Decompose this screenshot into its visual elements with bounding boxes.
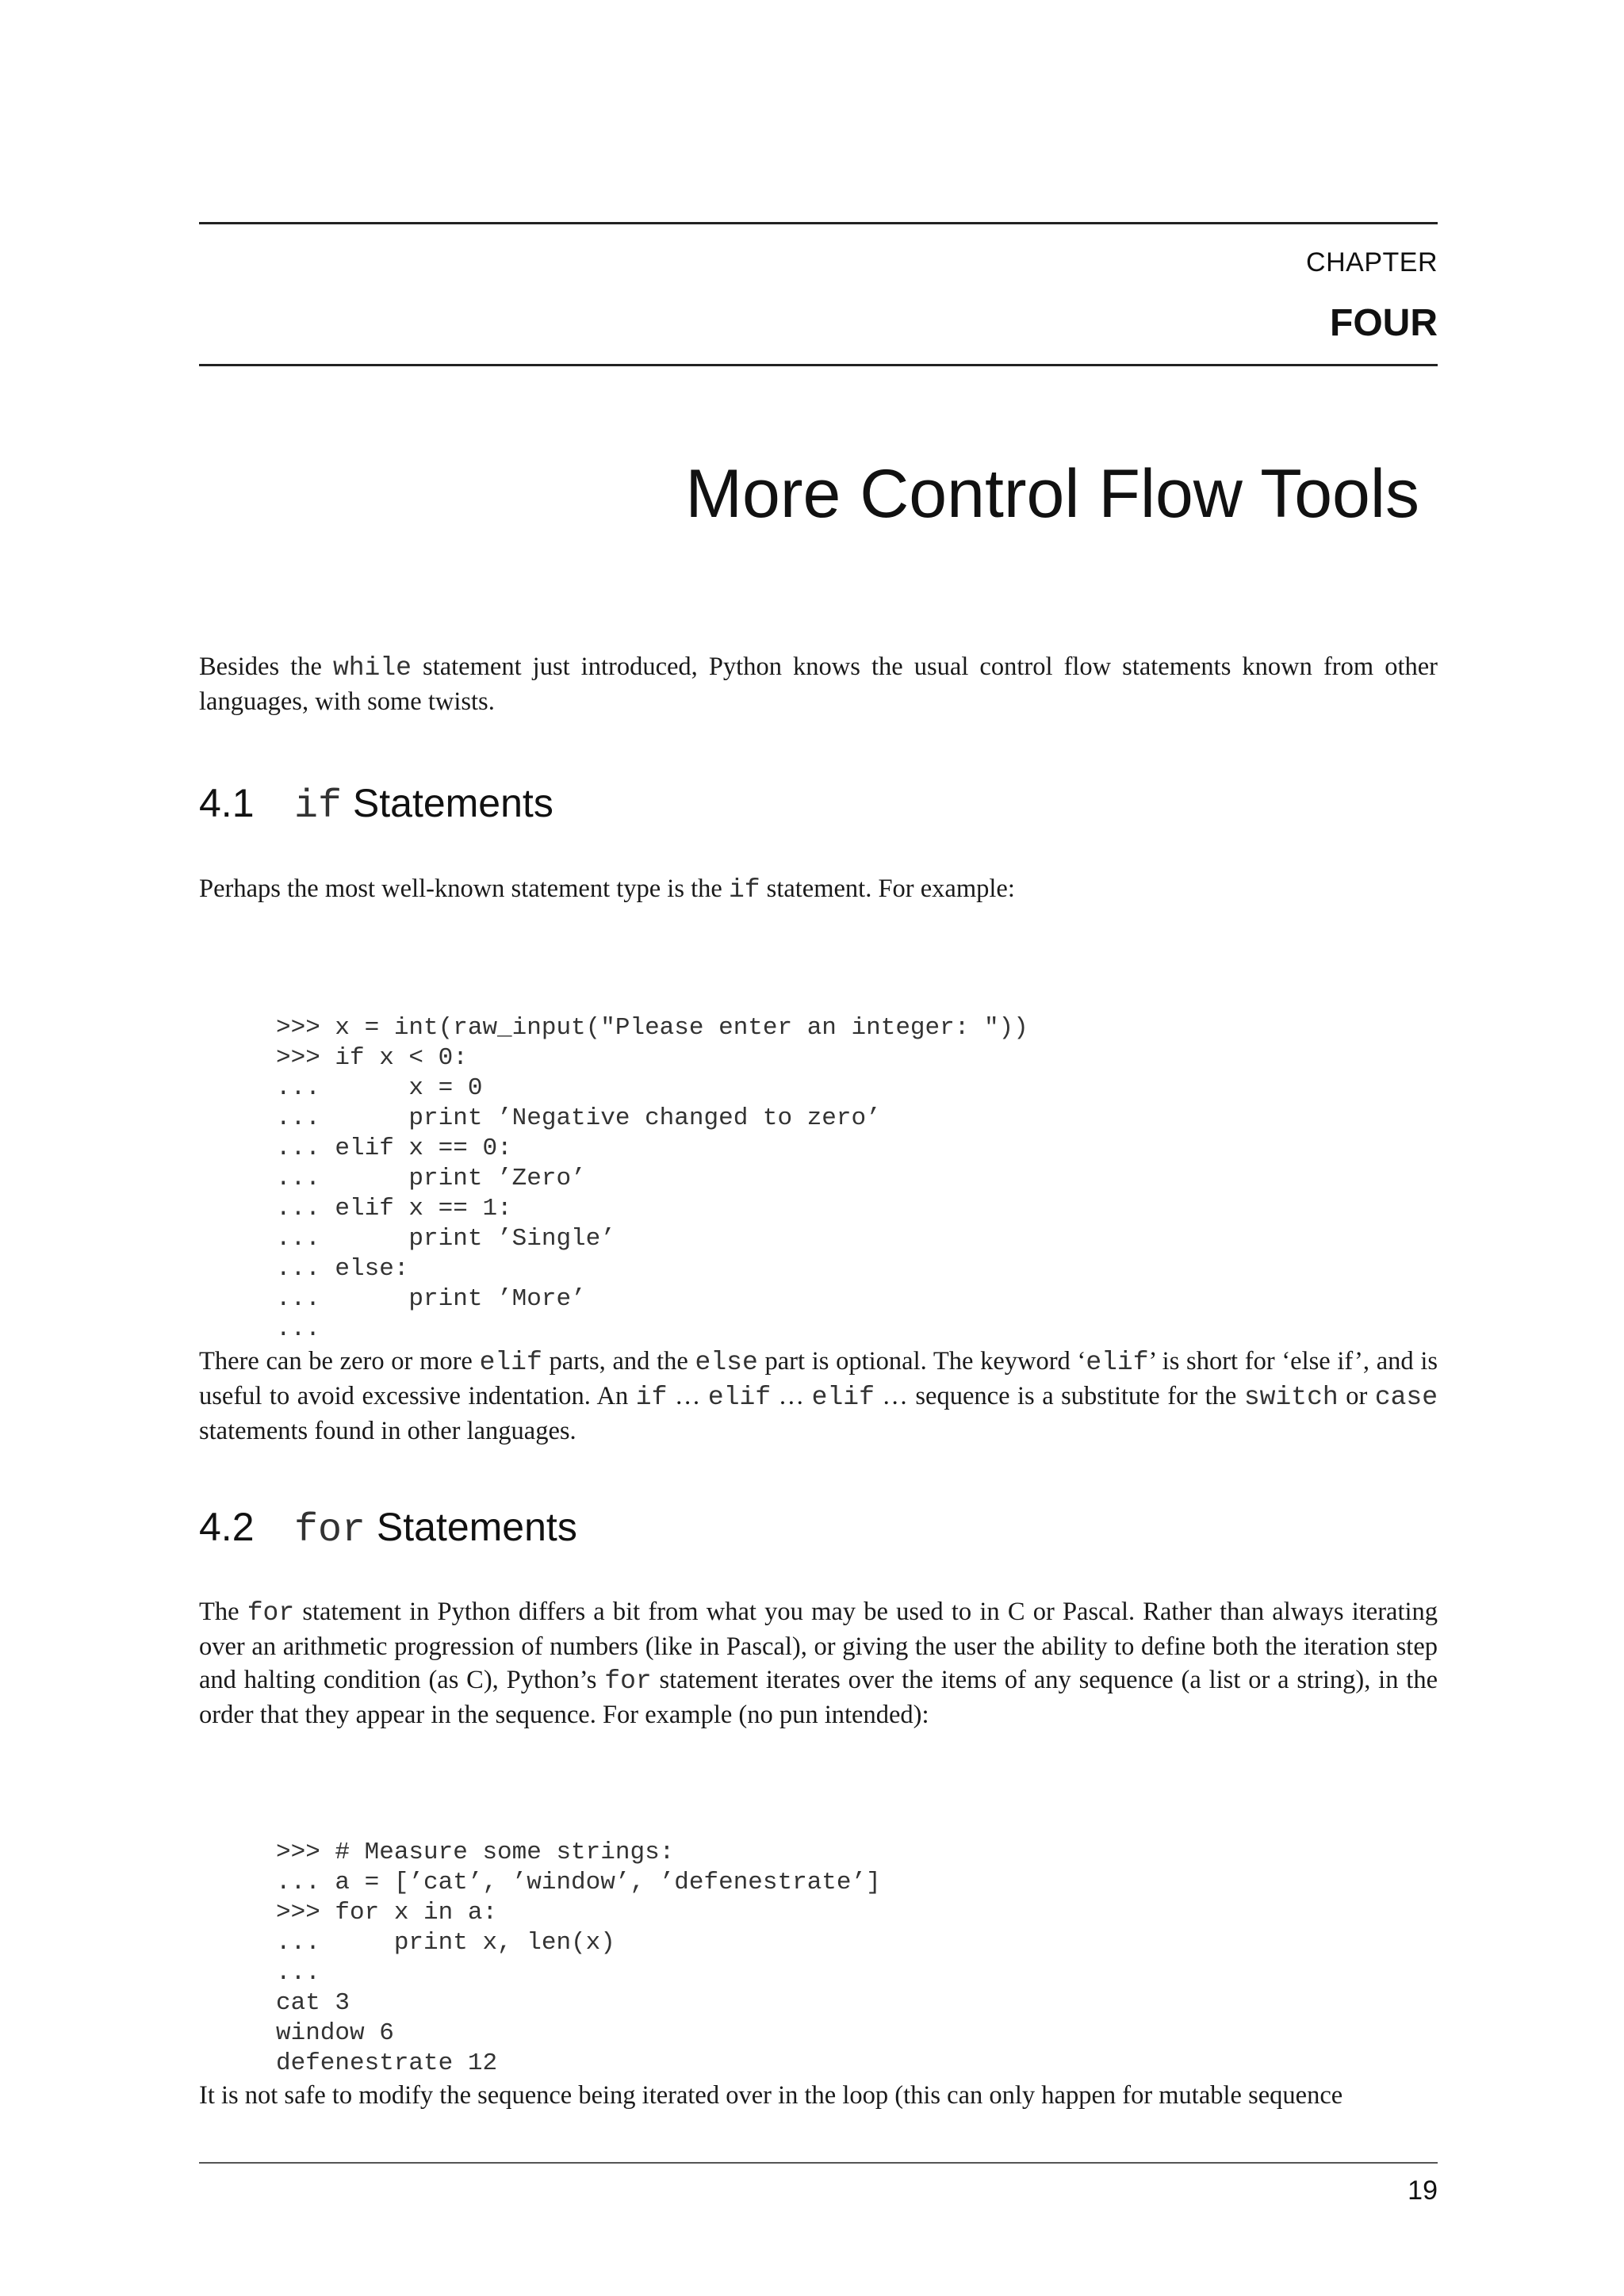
paragraph-text: parts, and the — [542, 1347, 695, 1376]
header-top-rule — [199, 222, 1438, 224]
page-number: 19 — [1408, 2175, 1438, 2206]
paragraph-text: statements found in other languages. — [199, 1417, 576, 1445]
paragraph-text: or — [1338, 1382, 1375, 1410]
section-4-2-paragraph-1 — [199, 1595, 1438, 1732]
paragraph-text: The — [199, 1598, 247, 1626]
section-heading-4-1 — [199, 780, 553, 829]
section-title: Statements — [366, 1505, 577, 1549]
paragraph-text: There can be zero or more — [199, 1347, 480, 1376]
code-line: ... print ’More’ — [276, 1285, 586, 1313]
paragraph-text: statement iterates over the items of any sequence (a list or a string), in the order that they appear in the sequence. For example (no pun intended): — [199, 1666, 1438, 1729]
inline-code: else — [695, 1348, 758, 1377]
code-line: window 6 — [276, 2019, 394, 2047]
chapter-number: FOUR — [1330, 302, 1438, 344]
section-keyword: for — [294, 1508, 366, 1553]
chapter-label: CHAPTER — [1306, 247, 1438, 277]
paragraph-text: statement. For example: — [760, 874, 1015, 903]
section-4-1-paragraph-1 — [199, 872, 1438, 907]
section-4-1-paragraph-2 — [199, 1345, 1438, 1448]
paragraph-text: part is optional. The keyword ‘ — [757, 1347, 1086, 1376]
chapter-title: More Control Flow Tools — [685, 456, 1419, 532]
code-line: ... elif x == 0: — [276, 1135, 512, 1162]
code-line: defenestrate 12 — [276, 2049, 498, 2077]
code-line: ... elif x == 1: — [276, 1195, 512, 1223]
footer-rule — [199, 2162, 1438, 2164]
code-line: ... print x, len(x) — [276, 1929, 615, 1957]
inline-code: for — [604, 1667, 652, 1696]
inline-code: elif — [811, 1383, 875, 1412]
inline-code: elif — [1086, 1348, 1149, 1377]
section-title: Statements — [342, 781, 553, 825]
section-keyword: if — [294, 784, 343, 829]
code-line: ... else: — [276, 1255, 409, 1283]
header-bottom-rule — [199, 364, 1438, 366]
code-block-if — [276, 953, 1028, 1405]
paragraph-text: … sequence is a substitute for the — [874, 1382, 1244, 1410]
intro-text: Besides the — [199, 652, 333, 681]
code-line: ... print ’Single’ — [276, 1225, 615, 1253]
intro-text: statement just introduced, Python knows the usual control flow statements known from other languages, with some twists. — [199, 652, 1438, 716]
paragraph-text: … — [667, 1382, 708, 1410]
inline-code: case — [1374, 1383, 1438, 1412]
code-line: ... a = [’cat’, ’window’, ’defenestrate’] — [276, 1869, 881, 1896]
paragraph-text: Perhaps the most well-known statement type is the — [199, 874, 729, 903]
paragraph-text: statement in Python differs a bit from what you may be used to in C or Pascal. Rather than always iterating over an arithmetic progression of numbers (like in Pascal), or giving the user the ability to define both the iteration step and halting condition (as C), Python’s — [199, 1598, 1438, 1694]
intro-paragraph — [199, 650, 1438, 718]
section-heading-4-2 — [199, 1504, 577, 1553]
section-4-2-paragraph-2 — [199, 2079, 1438, 2112]
code-line: >>> for x in a: — [276, 1899, 498, 1927]
inline-code: if — [635, 1383, 668, 1412]
inline-code: if — [728, 875, 760, 905]
code-line: ... — [276, 1315, 320, 1343]
code-line: ... x = 0 — [276, 1074, 483, 1102]
inline-code: elif — [707, 1383, 772, 1412]
inline-code: switch — [1243, 1383, 1339, 1412]
inline-code: while — [332, 653, 412, 683]
code-line: >>> x = int(raw_input("Please enter an integer: ")) — [276, 1014, 1028, 1042]
code-line: >>> if x < 0: — [276, 1044, 468, 1072]
paragraph-text: … — [771, 1382, 812, 1410]
section-number: 4.1 — [199, 781, 255, 825]
code-line: ... — [276, 1959, 320, 1987]
inline-code: for — [247, 1598, 295, 1628]
code-line: >>> # Measure some strings: — [276, 1839, 675, 1866]
section-number: 4.2 — [199, 1505, 255, 1549]
paragraph-text: It is not safe to modify the sequence being iterated over in the loop (this can only happen for mutable sequence — [199, 2081, 1343, 2110]
code-line: ... print ’Zero’ — [276, 1165, 586, 1192]
code-line: cat 3 — [276, 1989, 350, 2017]
paragraph-text: ’ is short for ‘else if’, and is useful to avoid excessive indentation. An — [199, 1347, 1438, 1410]
inline-code: elif — [479, 1348, 542, 1377]
code-line: ... print ’Negative changed to zero’ — [276, 1104, 881, 1132]
